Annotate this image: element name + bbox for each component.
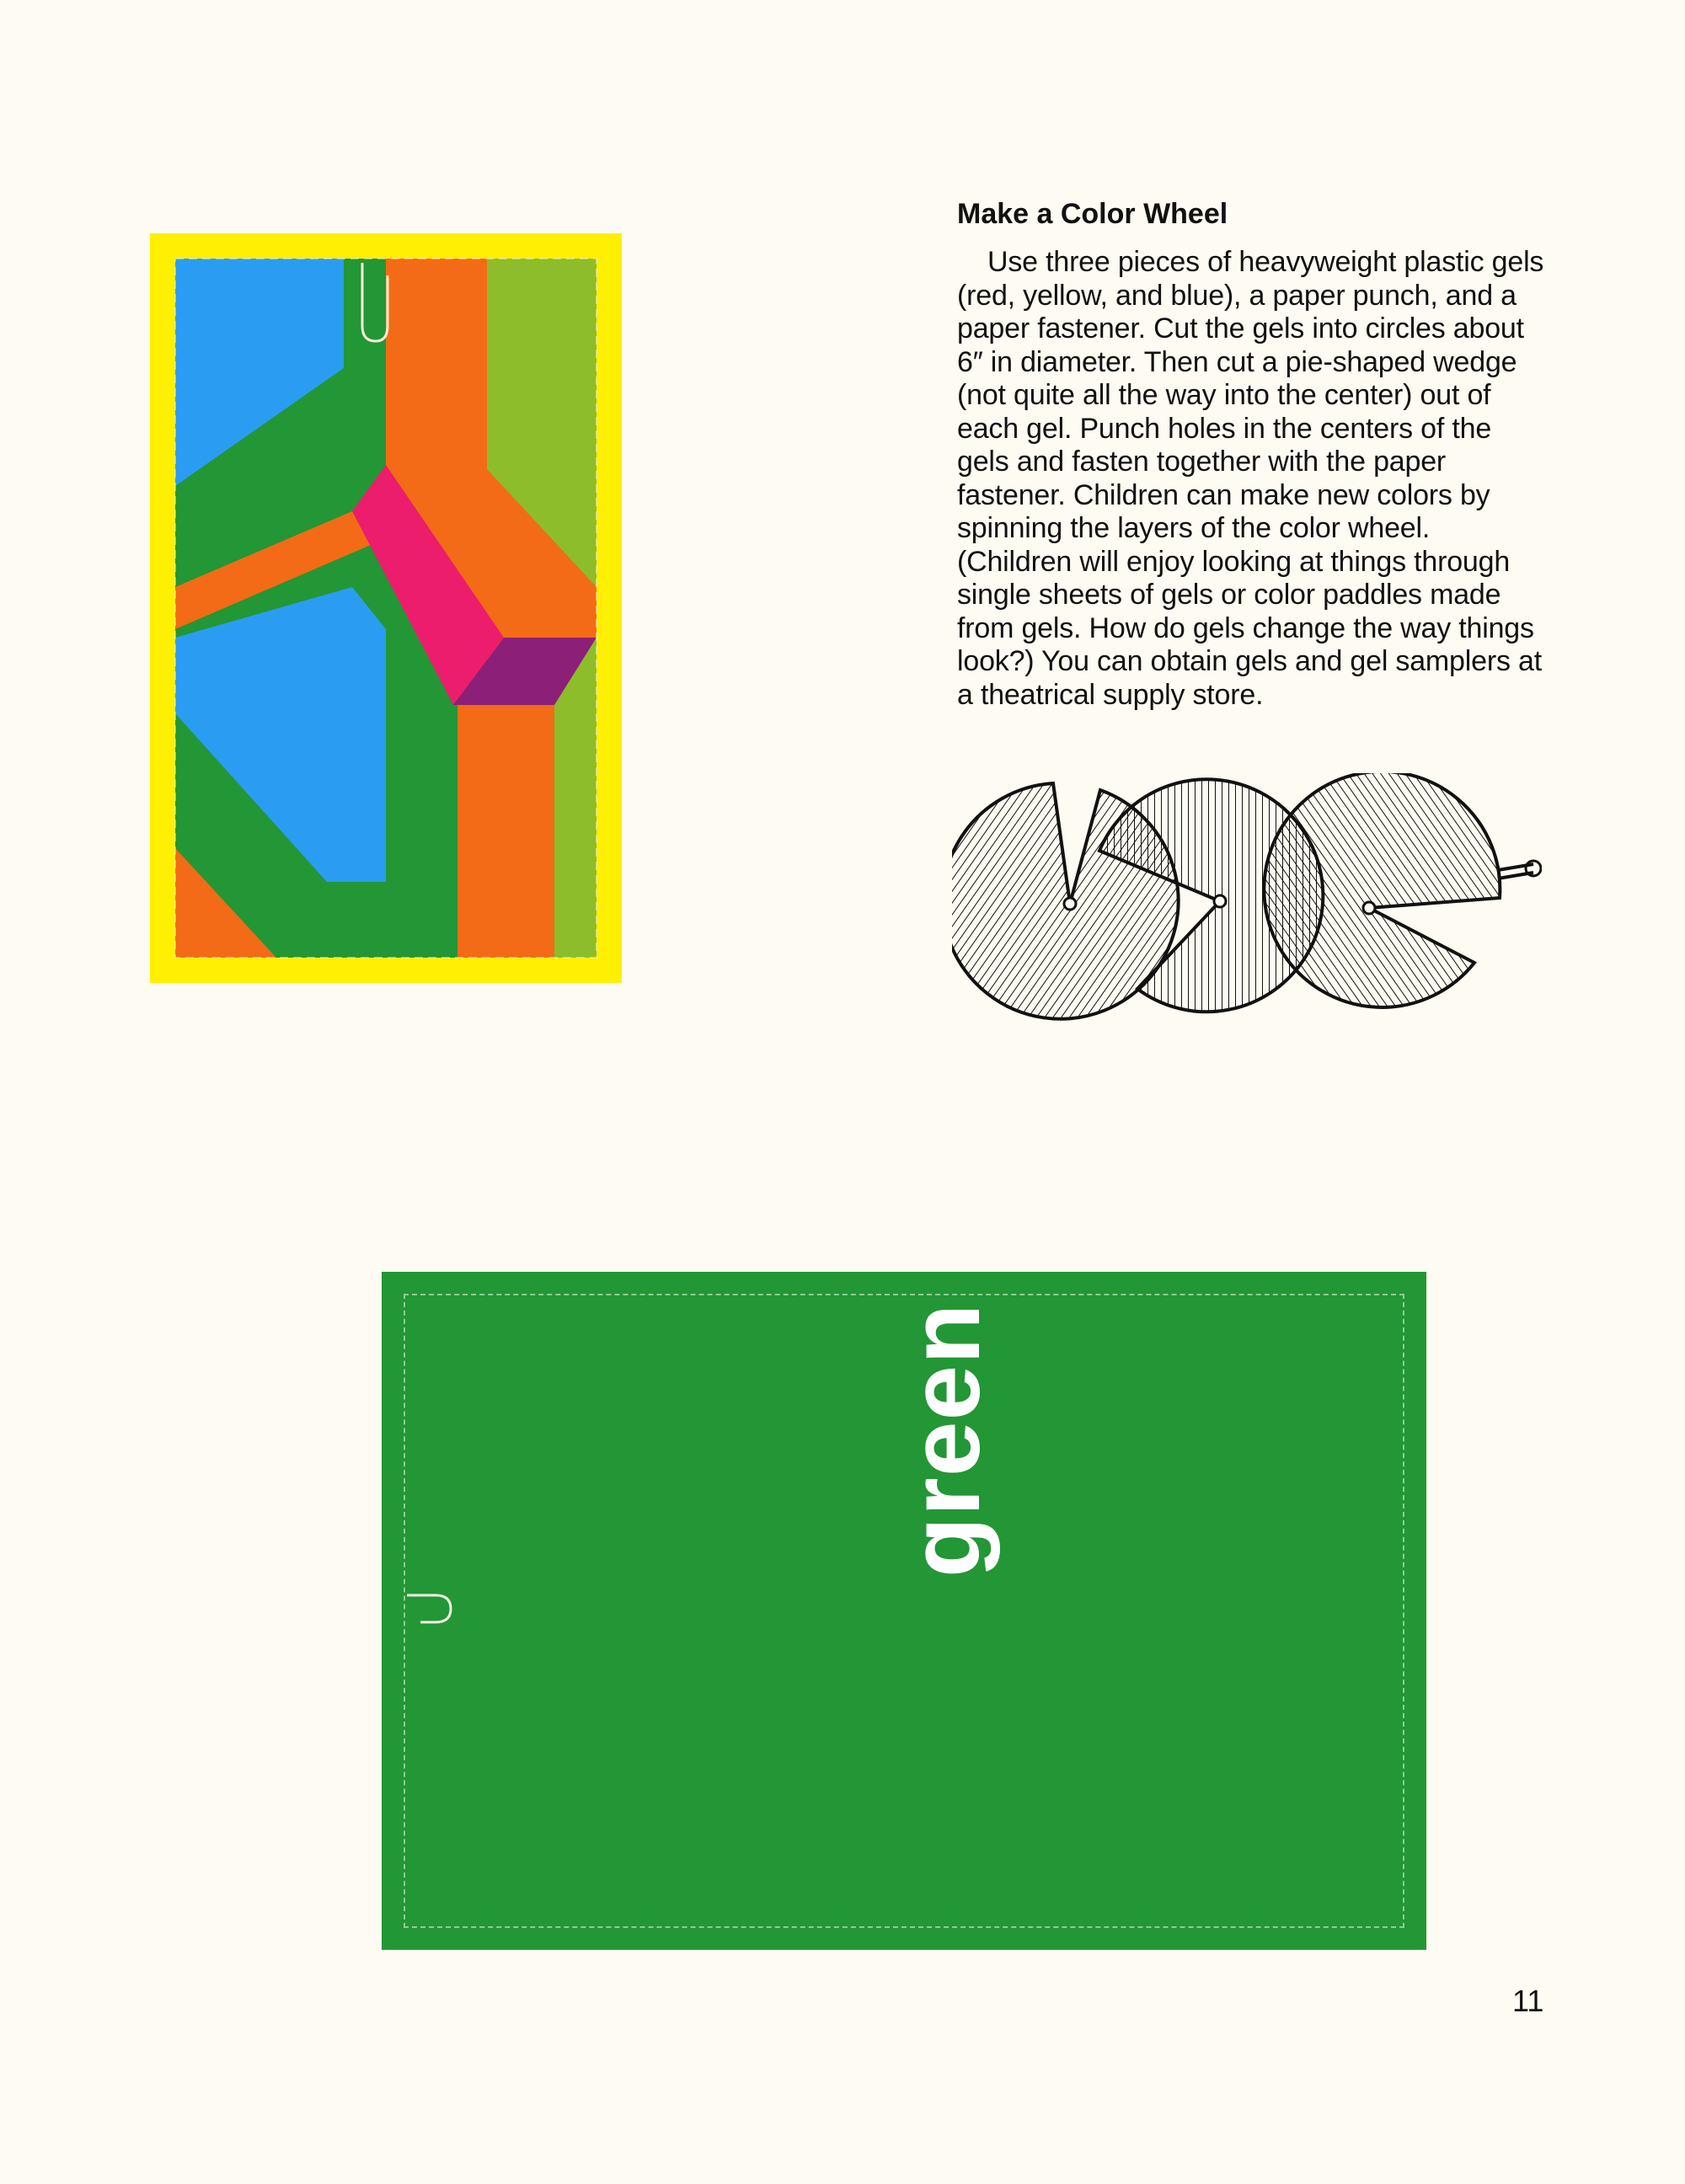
- art-orange-bar-lower: [457, 705, 554, 958]
- color-wheel-gel-icon: [1264, 773, 1500, 1007]
- geometric-art: [150, 233, 622, 983]
- article: [957, 195, 1547, 712]
- article-body: Use three pieces of heavyweight plastic gels (red, yellow, and blue), a paper punch, and a paper fastener. Cut the gels into circles about 6″ in diameter. Then cut a pie-shaped wedge (not quite all the way into the center) out of each gel. Punch holes in the centers of the gels and fasten together with the paper fastener. Children can make new colors by spinning the layers of the color wheel. (Children will enjoy looking at things through single sheets of gels or color paddles made from gels. How do gels change the way things look?) You can obtain gels and gel samplers at a theatrical supply store.: [957, 246, 1544, 711]
- punch-hole: [1064, 898, 1076, 910]
- paper-clip-icon: [407, 1583, 457, 1634]
- punch-hole: [1363, 902, 1375, 914]
- punch-hole: [1214, 895, 1226, 907]
- green-card-word: green: [890, 1302, 1001, 1578]
- color-wheel-illustration: [952, 773, 1542, 1034]
- paper-fastener-icon: [1498, 861, 1541, 878]
- article-title: Make a Color Wheel: [957, 198, 1228, 230]
- page-number: 11: [1512, 1984, 1544, 2018]
- geometric-art-card: [150, 233, 622, 983]
